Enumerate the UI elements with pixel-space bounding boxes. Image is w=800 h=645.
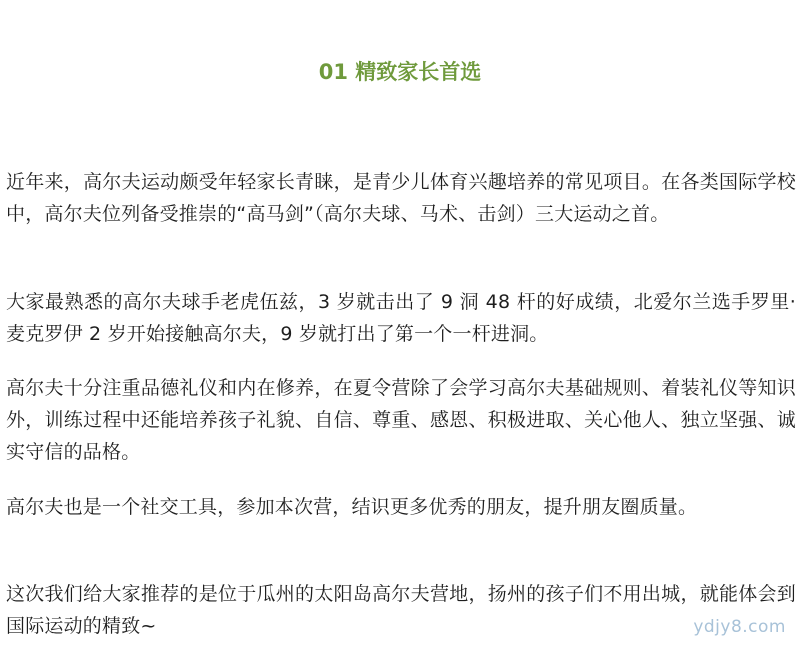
paragraph-recommendation: 这次我们给大家推荐的是位于瓜州的太阳岛高尔夫营地，扬州的孩子们不用出城，就能体会到国际运动的精致~ (6, 583, 796, 637)
paragraph-famous-players: 大家最熟悉的高尔夫球手老虎伍兹，3 岁就击出了 9 洞 48 杆的好成绩，北爱尔兰选手罗里·麦克罗伊 2 岁开始接触高尔夫，9 岁就打出了第一个一杆进洞。 (6, 291, 796, 345)
paragraph-intro: 近年来，高尔夫运动颇受年轻家长青睐，是青少儿体育兴趣培养的常见项目。在各类国际学校中，高尔夫位列备受推崇的“高马剑”（高尔夫球、马术、击剑）三大运动之首。 (6, 171, 796, 225)
section-heading: 01 精致家长首选 (318, 60, 482, 84)
paragraph-social: 高尔夫也是一个社交工具，参加本次营，结识更多优秀的朋友，提升朋友圈质量。 (6, 496, 698, 518)
paragraph-etiquette: 高尔夫十分注重品德礼仪和内在修养，在夏令营除了会学习高尔夫基础规则、着装礼仪等知识外，训练过程中还能培养孩子礼貌、自信、尊重、感恩、积极进取、关心他人、独立坚强、诚实守信的品格。 (6, 377, 796, 463)
watermark: ydjy8.com (693, 617, 786, 637)
